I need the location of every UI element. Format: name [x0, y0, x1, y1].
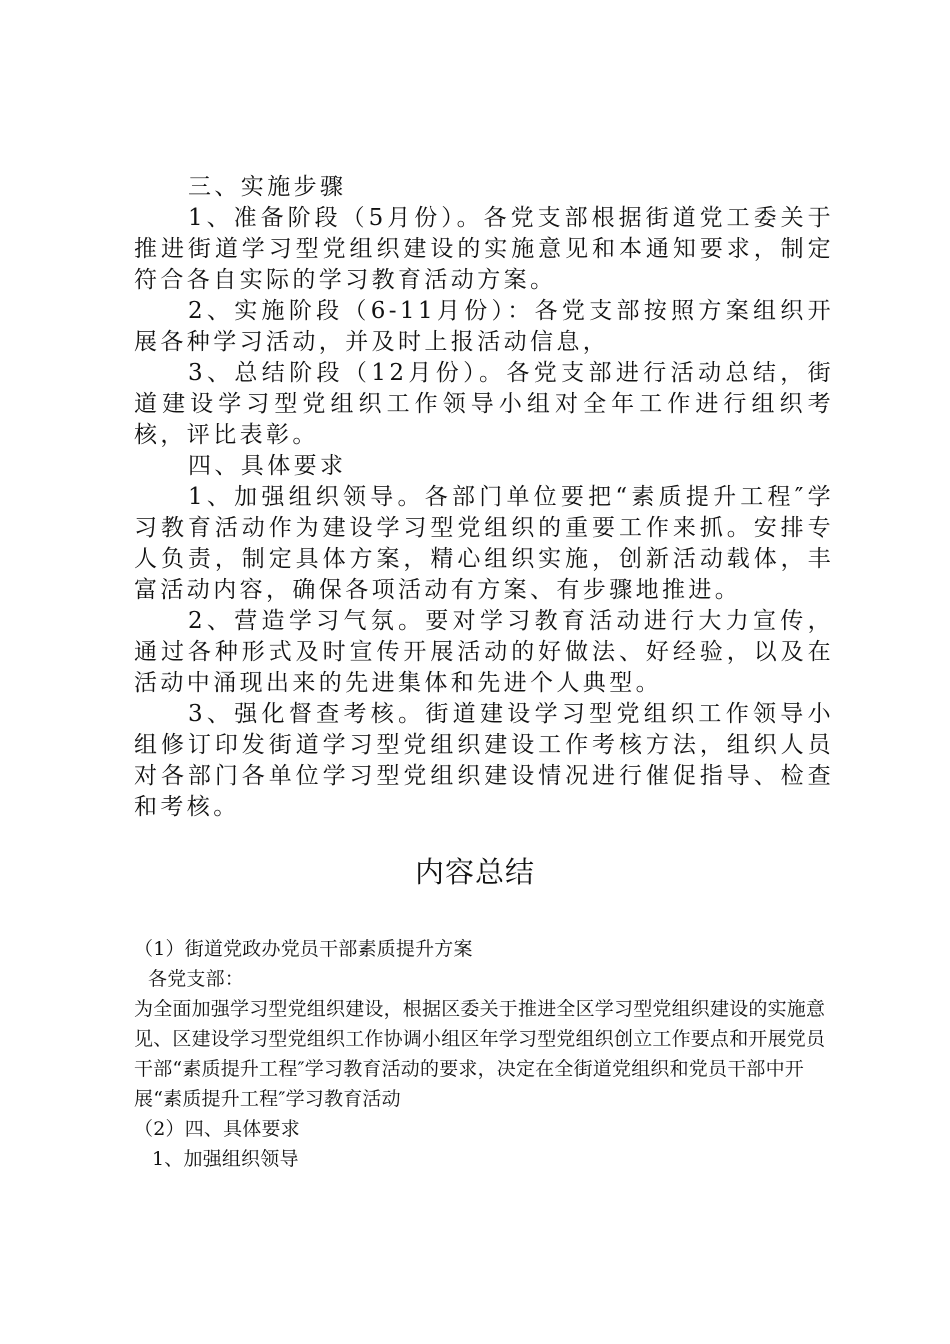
paragraph-supervision-assessment: 3、强化督查考核。街道建设学习型党组织工作领导小组修订印发街道学习型党组织建设工作考核方法，组织人员对各部门各单位学习型党组织建设情况进行催促指导、检查和考核。: [134, 701, 834, 820]
summary-item1-text: 为全面加强学习型党组织建设，根据区委关于推进全区学习型党组织建设的实施意见、区建设学习型党组织工作协调小组区年学习型党组织创立工作要点和开展党员干部“素质提升工程″学习教育活动的要求，决定在全街道党组织和党员干部中开展“素质提升工程″学习教育活动: [134, 998, 826, 1110]
paragraph-learning-atmosphere: 2、营造学习气氛。要对学习教育活动进行大力宣传，通过各种形式及时宣传开展活动的好做法、好经验，以及在活动中涌现出来的先进集体和先进个人典型。: [134, 608, 834, 696]
summary-item2-heading: （2）四、具体要求: [134, 1118, 300, 1140]
section-heading-specific-requirements: 四、具体要求: [188, 453, 347, 479]
paragraph-summary-stage: 3、总结阶段（12月份）。各党支部进行活动总结，街道建设学习型党组织工作领导小组对全年工作进行组织考核，评比表彰。: [134, 360, 834, 448]
document-body: [134, 172, 834, 823]
paragraph-strengthen-leadership: 1、加强组织领导。各部门单位要把“素质提升工程″学习教育活动作为建设学习型党组织的重要工作来抓。安排专人负责，制定具体方案，精心组织实施，创新活动载体，丰富活动内容，确保各项活动有方案、有步骤地推进。: [134, 484, 834, 603]
summary-title: 内容总结: [414, 855, 535, 889]
paragraph-preparation-stage: 1、准备阶段（5月份）。各党支部根据街道党工委关于推进街道学习型党组织建设的实施意见和本通知要求，制定符合各自实际的学习教育活动方案。: [134, 205, 834, 293]
summary-item1-heading: （1）街道党政办党员干部素质提升方案: [134, 938, 473, 960]
summary-section: [134, 934, 832, 1174]
summary-item1-salutation: 各党支部：: [148, 968, 245, 990]
summary-item2-sub: 1、加强组织领导: [152, 1148, 299, 1170]
paragraph-implementation-stage: 2、实施阶段（6-11月份）：各党支部按照方案组织开展各种学习活动，并及时上报活动信息，: [134, 298, 834, 355]
section-heading-implementation-steps: 三、实施步骤: [188, 174, 347, 200]
